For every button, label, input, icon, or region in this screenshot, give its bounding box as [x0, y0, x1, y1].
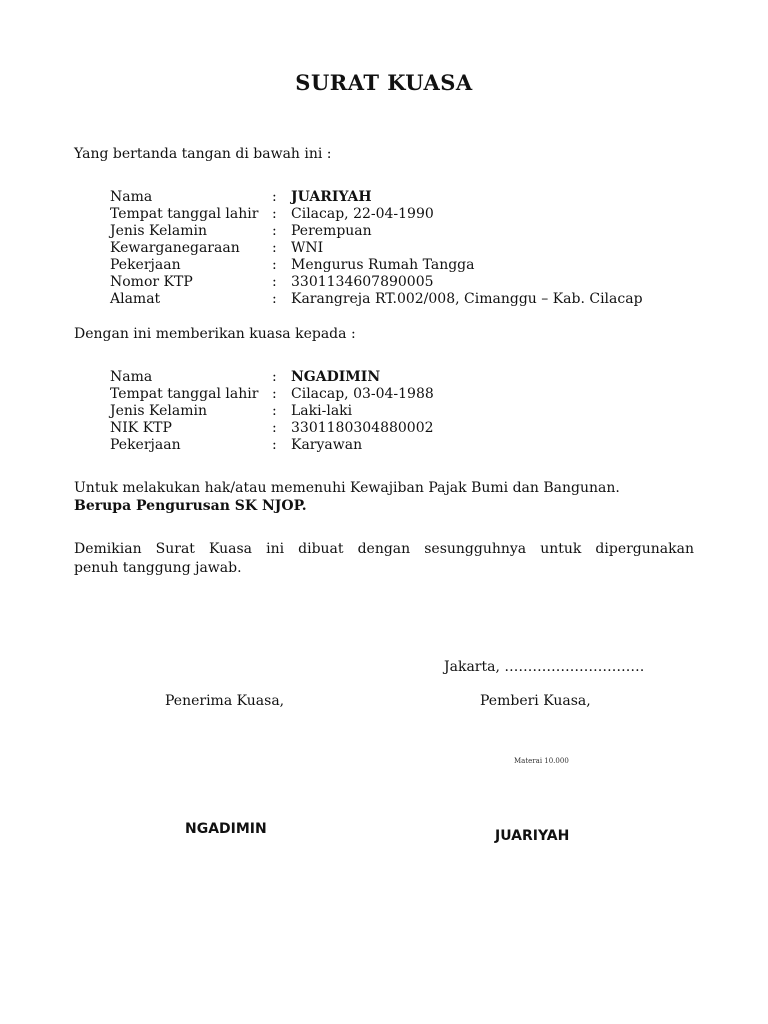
document-title: SURAT KUASA [295, 70, 473, 95]
grantor-row [110, 189, 643, 206]
field-separator: : [272, 206, 277, 222]
grantor-row [110, 274, 643, 291]
giver-name: JUARIYAH [495, 828, 570, 844]
purpose-detail: Berupa Pengurusan SK NJOP. [74, 498, 307, 514]
grantor-row [110, 291, 643, 308]
field-label: Jenis Kelamin [110, 403, 207, 419]
field-value: Cilacap, 03-04-1988 [291, 386, 434, 402]
field-separator: : [272, 369, 277, 385]
field-value: Laki-laki [291, 403, 353, 419]
field-separator: : [272, 437, 277, 453]
intro-text: Yang bertanda tangan di bawah ini : [74, 146, 332, 162]
closing-line-1: Demikian Surat Kuasa ini dibuat dengan sesungguhnya untuk dipergunakan [74, 541, 694, 557]
grantee-row [110, 403, 434, 420]
grantor-row [110, 240, 643, 257]
field-value: Cilacap, 22-04-1990 [291, 206, 434, 222]
field-value: Karangreja RT.002/008, Cimanggu – Kab. Cilacap [291, 291, 643, 307]
field-separator: : [272, 257, 277, 273]
field-separator: : [272, 420, 277, 436]
grantor-details [110, 189, 643, 308]
field-separator: : [272, 240, 277, 256]
field-label: Nama [110, 369, 153, 385]
field-value: 3301134607890005 [291, 274, 434, 290]
field-label: Pekerjaan [110, 437, 181, 453]
field-separator: : [272, 223, 277, 239]
recipient-label: Penerima Kuasa, [165, 693, 285, 709]
field-value: Mengurus Rumah Tangga [291, 257, 475, 273]
field-label: NIK KTP [110, 420, 172, 436]
field-label: Alamat [110, 291, 161, 307]
grant-statement: Dengan ini memberikan kuasa kepada : [74, 326, 356, 342]
closing-line-2: penuh tanggung jawab. [74, 560, 242, 576]
grantor-row [110, 206, 643, 223]
field-label: Nomor KTP [110, 274, 193, 290]
field-label: Tempat tanggal lahir [110, 206, 259, 222]
field-value: JUARIYAH [291, 189, 372, 205]
grantee-row [110, 386, 434, 403]
grantee-details [110, 369, 434, 454]
field-separator: : [272, 189, 277, 205]
field-value: Karyawan [291, 437, 363, 453]
field-label: Jenis Kelamin [110, 223, 207, 239]
field-value: WNI [291, 240, 324, 256]
grantee-row [110, 437, 434, 454]
grantor-row [110, 223, 643, 240]
stamp-duty-note: Materai 10.000 [514, 757, 569, 765]
purpose-text: Untuk melakukan hak/atau memenuhi Kewajiban Pajak Bumi dan Bangunan. [74, 480, 620, 496]
field-separator: : [272, 274, 277, 290]
field-label: Tempat tanggal lahir [110, 386, 259, 402]
field-value: NGADIMIN [291, 369, 381, 385]
field-label: Nama [110, 189, 153, 205]
field-label: Kewarganegaraan [110, 240, 240, 256]
giver-label: Pemberi Kuasa, [480, 693, 591, 709]
field-separator: : [272, 403, 277, 419]
field-separator: : [272, 386, 277, 402]
place-date: Jakarta, ………………………… [444, 659, 645, 675]
grantor-row [110, 257, 643, 274]
field-value: 3301180304880002 [291, 420, 434, 436]
grantee-row [110, 369, 434, 386]
field-value: Perempuan [291, 223, 372, 239]
closing-paragraph [74, 540, 694, 578]
recipient-name: NGADIMIN [185, 821, 267, 837]
field-separator: : [272, 291, 277, 307]
field-label: Pekerjaan [110, 257, 181, 273]
grantee-row [110, 420, 434, 437]
